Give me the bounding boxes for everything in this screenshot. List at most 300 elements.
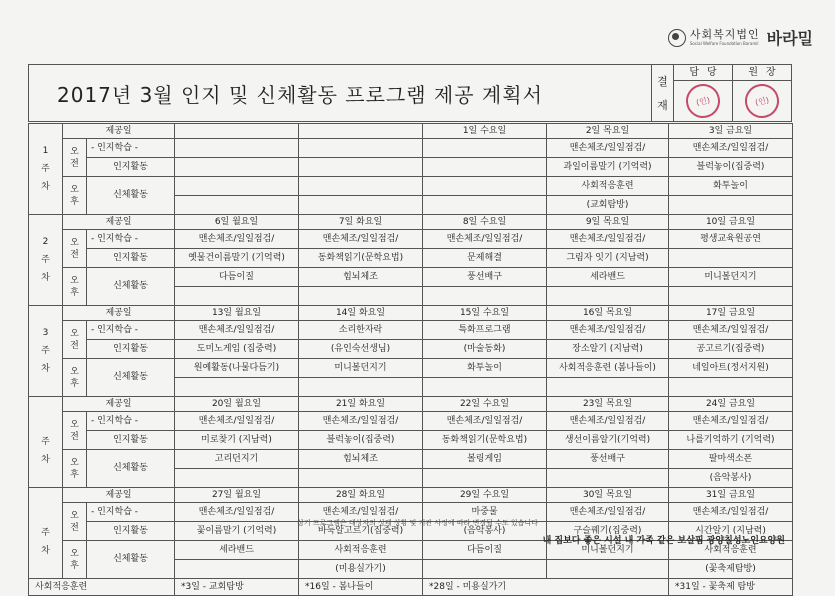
category-physical xyxy=(87,268,175,306)
day-header-text: 3일 금요일 xyxy=(708,125,753,136)
afternoon-activity-line1 xyxy=(175,359,299,378)
afternoon-label xyxy=(63,541,87,579)
morning-activity-detail: 도미노게임 (집중력) xyxy=(196,343,277,354)
morning-activity-line2 xyxy=(547,249,669,268)
afternoon-activity-line1 xyxy=(423,541,547,560)
morning-activity-line2 xyxy=(299,249,423,268)
day-header xyxy=(299,306,423,321)
morning-label xyxy=(63,412,87,450)
morning-activity-detail: 동화책읽기(문학요법) xyxy=(317,252,404,263)
day-header xyxy=(423,215,547,230)
afternoon-activity-line1 xyxy=(175,450,299,469)
morning-activity-detail: 미로찾기 (지남력) xyxy=(201,434,272,445)
morning-activity-detail: 시간알기 (지남력) xyxy=(695,525,766,536)
org-name xyxy=(690,29,760,46)
afternoon-activity-text: 팔마색소폰 xyxy=(708,453,753,464)
week-label-ju: 주 xyxy=(41,437,50,447)
day-header xyxy=(175,306,299,321)
morning-activity-text: 맨손체조/일일점검/ xyxy=(569,415,646,426)
day-row-label xyxy=(63,488,175,503)
day-header-text: 6일 월요일 xyxy=(214,216,259,227)
category-cognitive-bottom xyxy=(87,340,175,359)
morning-activity-text: 맨손체조/일일점검/ xyxy=(198,415,275,426)
morning-activity-detail: 꽃이름말기 (기억력) xyxy=(196,525,277,536)
category-physical-text: 신체활동 xyxy=(113,372,148,382)
afternoon-activity-line1 xyxy=(175,177,299,196)
approval-slot-staff xyxy=(674,65,733,121)
afternoon-activity-text: 다듬이질 xyxy=(219,271,254,282)
afternoon-activity-text: 미니볼던지기 xyxy=(581,544,634,555)
day-header xyxy=(299,397,423,412)
afternoon-activity-text: 미니볼던지기 xyxy=(704,271,757,282)
week-day-row xyxy=(29,124,793,139)
morning-activity-detail: 옛물건이름말기 (기억력) xyxy=(188,252,285,263)
week-morning-row-2 xyxy=(29,340,793,359)
afternoon-label xyxy=(63,450,87,488)
morning-activity-line2 xyxy=(299,158,423,177)
category-cognitive-top-text: - 인지학습 - xyxy=(91,233,138,244)
day-header xyxy=(423,306,547,321)
week-morning-row-2 xyxy=(29,158,793,177)
afternoon-activity-line2 xyxy=(423,560,547,579)
morning-activity-line2 xyxy=(669,158,793,177)
afternoon-activity-text: 미니볼던지기 xyxy=(334,362,387,373)
afternoon-activity-detail: (미용실가기) xyxy=(335,563,386,574)
afternoon-activity-line2 xyxy=(175,469,299,488)
approval-box xyxy=(651,64,792,122)
afternoon-activity-line2 xyxy=(669,196,793,215)
category-physical-text: 신체활동 xyxy=(113,281,148,291)
afternoon-label-o: 오 xyxy=(70,366,79,377)
afternoon-activity-line1 xyxy=(299,359,423,378)
category-cognitive-top-text: - 인지학습 - xyxy=(91,142,138,153)
afternoon-activity-line2 xyxy=(547,469,669,488)
day-header xyxy=(299,488,423,503)
afternoon-activity-text: 세라밴드 xyxy=(219,544,254,555)
morning-activity-line2 xyxy=(175,340,299,359)
day-header-text: 30일 목요일 xyxy=(582,489,633,500)
day-header-text: 15일 수요일 xyxy=(459,307,510,318)
morning-activity-line2 xyxy=(175,158,299,177)
day-header xyxy=(547,124,669,139)
day-header xyxy=(175,397,299,412)
summary-item-text: *3일 - 교회탐방 xyxy=(181,581,244,592)
day-header xyxy=(299,215,423,230)
morning-activity-text: 특화프로그램 xyxy=(458,324,511,335)
afternoon-activity-line1 xyxy=(669,359,793,378)
afternoon-activity-detail: (음악봉사) xyxy=(709,472,752,483)
day-header xyxy=(423,397,547,412)
afternoon-activity-line1 xyxy=(299,177,423,196)
day-header-text: 23일 목요일 xyxy=(582,398,633,409)
summary-label xyxy=(29,579,175,596)
day-header xyxy=(669,124,793,139)
week-afternoon-row xyxy=(29,359,793,378)
afternoon-activity-line1 xyxy=(423,177,547,196)
morning-activity-text: 맨손체조/일일점검/ xyxy=(569,324,646,335)
day-row-label-text: 제공일 xyxy=(105,125,132,136)
morning-activity-line2 xyxy=(547,340,669,359)
category-cognitive-top-text: - 인지학습 - xyxy=(91,415,138,426)
morning-activity-line2 xyxy=(299,340,423,359)
week-day-row xyxy=(29,215,793,230)
day-header-text: 29일 수요일 xyxy=(459,489,510,500)
day-header-text: 27일 월요일 xyxy=(211,489,262,500)
afternoon-activity-line1 xyxy=(547,359,669,378)
day-row-label-text: 제공일 xyxy=(105,307,132,318)
day-row-label-text: 제공일 xyxy=(105,489,132,500)
day-header xyxy=(669,215,793,230)
category-physical xyxy=(87,177,175,215)
afternoon-activity-line2 xyxy=(175,287,299,306)
afternoon-activity-line2 xyxy=(423,378,547,397)
org-name-en: Social Welfare Foundation Baramil xyxy=(689,41,759,46)
afternoon-activity-line2 xyxy=(423,196,547,215)
category-cognitive-bottom-text: 인지활동 xyxy=(113,252,148,263)
day-header-text: 14일 화요일 xyxy=(335,307,386,318)
morning-activity-line1 xyxy=(299,139,423,158)
afternoon-activity-text: 화투놀이 xyxy=(713,180,748,191)
week-label xyxy=(29,397,63,488)
day-header-text: 22일 수요일 xyxy=(459,398,510,409)
morning-activity-detail: 문제해결 xyxy=(467,252,502,263)
afternoon-activity-text: 사회적응훈련 (봄나들이) xyxy=(559,362,656,373)
morning-label xyxy=(63,230,87,268)
morning-label-jeon: 전 xyxy=(70,522,79,533)
approval-slot-director xyxy=(733,65,791,121)
day-header xyxy=(547,215,669,230)
org-brand: 바라밀 xyxy=(766,29,813,48)
week-morning-row-2 xyxy=(29,249,793,268)
afternoon-activity-line2 xyxy=(547,378,669,397)
morning-label-jeon: 전 xyxy=(70,340,79,351)
week-label xyxy=(29,124,63,215)
morning-label xyxy=(63,321,87,359)
morning-activity-line1 xyxy=(547,412,669,431)
facility-motto: 내 집보다 좋은 시설 내 가족 같은 보살핌 광양칠성노인요양원 xyxy=(542,536,785,546)
org-logo-icon xyxy=(668,29,686,47)
day-row-label-text: 제공일 xyxy=(105,216,132,227)
afternoon-activity-line1 xyxy=(669,177,793,196)
week-day-row xyxy=(29,397,793,412)
morning-activity-line1 xyxy=(175,321,299,340)
staff-seal-stamp: (인) xyxy=(683,81,723,121)
day-header-text: 9일 목요일 xyxy=(585,216,630,227)
morning-activity-detail: (유인숙선생님) xyxy=(330,343,391,354)
week-label xyxy=(29,488,63,579)
afternoon-activity-line1 xyxy=(299,541,423,560)
summary-item xyxy=(669,579,793,596)
morning-activity-line1 xyxy=(669,321,793,340)
morning-activity-text: 맨손체조/일일점검/ xyxy=(692,415,769,426)
afternoon-activity-line2 xyxy=(175,378,299,397)
morning-activity-line1 xyxy=(547,321,669,340)
afternoon-activity-text: 다듬이질 xyxy=(467,544,502,555)
category-physical-text: 신체활동 xyxy=(113,554,148,564)
afternoon-label-hu: 후 xyxy=(70,196,79,207)
afternoon-label-o: 오 xyxy=(70,275,79,286)
afternoon-activity-line2 xyxy=(175,196,299,215)
week-day-row xyxy=(29,488,793,503)
day-header xyxy=(423,124,547,139)
morning-activity-line2 xyxy=(175,249,299,268)
category-cognitive-top xyxy=(87,139,175,158)
director-seal-stamp: (인) xyxy=(742,81,782,121)
afternoon-activity-line2 xyxy=(547,560,669,579)
afternoon-activity-line1 xyxy=(423,359,547,378)
afternoon-activity-line2 xyxy=(547,287,669,306)
document-header xyxy=(28,64,792,122)
day-header-text: 2일 목요일 xyxy=(585,125,630,136)
morning-activity-detail: 동화책읽기(문학요법) xyxy=(441,434,528,445)
afternoon-label xyxy=(63,268,87,306)
morning-activity-line1 xyxy=(175,139,299,158)
approval-role-director: 원장 xyxy=(733,65,791,81)
morning-label-o: 오 xyxy=(70,328,79,339)
afternoon-activity-text: 사회적응훈련 xyxy=(704,544,757,555)
category-physical-text: 신체활동 xyxy=(113,190,148,200)
morning-activity-line1 xyxy=(547,230,669,249)
category-cognitive-bottom-text: 인지활동 xyxy=(113,434,148,445)
morning-activity-text: 맨손체조/일일점검/ xyxy=(322,506,399,517)
afternoon-activity-text: 풍선배구 xyxy=(467,271,502,282)
morning-activity-line2 xyxy=(669,249,793,268)
afternoon-activity-line1 xyxy=(299,268,423,287)
morning-activity-text: 맨손체조/일일점검/ xyxy=(198,324,275,335)
afternoon-activity-line2 xyxy=(299,469,423,488)
footnote: 상기 프로그램은 대상자의 상태 상황 및 기관 사정에 따라 변경될 수도 있습니다 xyxy=(297,519,538,527)
day-header xyxy=(175,124,299,139)
afternoon-activity-text: 볼링게임 xyxy=(467,453,502,464)
afternoon-activity-text: 네일아트(정서지원) xyxy=(692,362,769,373)
morning-activity-detail: (음악봉사) xyxy=(463,525,506,536)
day-header-text: 31일 금요일 xyxy=(705,489,756,500)
week-label xyxy=(29,215,63,306)
morning-activity-line2 xyxy=(547,158,669,177)
afternoon-activity-text: 고리던지기 xyxy=(214,453,259,464)
week-afternoon-row xyxy=(29,450,793,469)
summary-item xyxy=(175,579,299,596)
approval-label-bottom: 재 xyxy=(657,99,668,112)
day-header xyxy=(547,488,669,503)
week-label-cha: 차 xyxy=(41,546,50,556)
category-physical xyxy=(87,450,175,488)
morning-activity-detail: 장소알기 (지남력) xyxy=(572,343,643,354)
afternoon-label-hu: 후 xyxy=(70,560,79,571)
week-afternoon-row xyxy=(29,177,793,196)
morning-activity-line1 xyxy=(423,321,547,340)
afternoon-label-o: 오 xyxy=(70,184,79,195)
morning-activity-line1 xyxy=(299,412,423,431)
day-header xyxy=(547,397,669,412)
morning-activity-text: 마중물 xyxy=(471,506,498,517)
afternoon-activity-detail: (교회탐방) xyxy=(586,199,629,210)
week-label-cha: 차 xyxy=(41,364,50,374)
afternoon-activity-line1 xyxy=(423,268,547,287)
org-name-ko: 사회복지법인 xyxy=(689,28,760,41)
afternoon-activity-line2 xyxy=(299,560,423,579)
summary-item-text: *16일 - 봄나들이 xyxy=(305,581,374,592)
category-cognitive-bottom-text: 인지활동 xyxy=(113,525,148,536)
week-afternoon-row xyxy=(29,268,793,287)
afternoon-activity-line1 xyxy=(423,450,547,469)
week-label xyxy=(29,306,63,397)
day-header xyxy=(547,306,669,321)
afternoon-activity-line1 xyxy=(175,268,299,287)
morning-activity-detail: 구슬꿰기(집중력) xyxy=(573,525,642,536)
morning-activity-detail: (마술동화) xyxy=(463,343,506,354)
week-morning-row-2 xyxy=(29,431,793,450)
category-cognitive-bottom-text: 인지활동 xyxy=(113,343,148,354)
morning-activity-line2 xyxy=(175,431,299,450)
org-logo xyxy=(668,26,813,49)
morning-label-jeon: 전 xyxy=(70,431,79,442)
day-header-text: 1일 수요일 xyxy=(462,125,507,136)
day-row-label xyxy=(63,215,175,230)
morning-activity-line2 xyxy=(423,158,547,177)
day-header xyxy=(175,488,299,503)
morning-activity-text: 맨손체조/일일점검/ xyxy=(322,233,399,244)
afternoon-label-o: 오 xyxy=(70,457,79,468)
afternoon-label xyxy=(63,177,87,215)
morning-activity-detail: 바둑알고르기(집중력) xyxy=(317,525,404,536)
afternoon-activity-text: 원예활동(나물다듬기) xyxy=(193,362,280,373)
day-header-text: 17일 금요일 xyxy=(705,307,756,318)
morning-activity-text: 맨손체조/일일점검/ xyxy=(692,506,769,517)
afternoon-activity-line1 xyxy=(669,450,793,469)
morning-activity-detail: 생선이름알기(기억력) xyxy=(564,434,651,445)
week-label-cha: 차 xyxy=(41,455,50,465)
morning-activity-line2 xyxy=(423,249,547,268)
day-row-label-text: 제공일 xyxy=(105,398,132,409)
summary-row xyxy=(29,579,793,596)
day-header xyxy=(669,397,793,412)
category-physical xyxy=(87,359,175,397)
summary-item-text: *31일 - 꽃축제 탐방 xyxy=(675,581,755,592)
category-cognitive-top-text: - 인지학습 - xyxy=(91,506,138,517)
afternoon-activity-line1 xyxy=(547,177,669,196)
afternoon-activity-line1 xyxy=(175,541,299,560)
morning-activity-detail: 나를기억하기 (기억력) xyxy=(686,434,775,445)
afternoon-activity-line1 xyxy=(547,450,669,469)
week-morning-row xyxy=(29,412,793,431)
morning-label-jeon: 전 xyxy=(70,158,79,169)
morning-activity-line1 xyxy=(299,230,423,249)
morning-activity-text: 맨손체조/일일점검/ xyxy=(322,415,399,426)
afternoon-label-hu: 후 xyxy=(70,287,79,298)
morning-activity-text: 맨손체조/일일점검/ xyxy=(446,415,523,426)
morning-activity-line1 xyxy=(175,412,299,431)
summary-item xyxy=(423,579,669,596)
afternoon-activity-text: 힘뇌체조 xyxy=(343,453,378,464)
afternoon-activity-text: 풍선배구 xyxy=(590,453,625,464)
category-cognitive-top xyxy=(87,412,175,431)
morning-activity-line1 xyxy=(423,139,547,158)
summary-label-text: 사회적응훈련 xyxy=(35,581,88,592)
morning-activity-line1 xyxy=(423,230,547,249)
week-label-ju: 주 xyxy=(41,528,50,538)
morning-activity-line2 xyxy=(547,431,669,450)
afternoon-activity-detail: (꽃축제탐방) xyxy=(705,563,756,574)
morning-activity-line1 xyxy=(299,321,423,340)
day-header-text: 16일 목요일 xyxy=(582,307,633,318)
morning-activity-text: 맨손체조/일일점검/ xyxy=(692,324,769,335)
morning-label-jeon: 전 xyxy=(70,249,79,260)
afternoon-activity-text: 힘뇌체조 xyxy=(343,271,378,282)
morning-activity-text: 평생교육원공연 xyxy=(700,233,761,244)
week-label-ju: 주 xyxy=(41,346,50,356)
week-morning-row xyxy=(29,230,793,249)
day-header xyxy=(423,488,547,503)
morning-label-o: 오 xyxy=(70,146,79,157)
afternoon-activity-line2 xyxy=(669,469,793,488)
morning-activity-line2 xyxy=(423,340,547,359)
day-header-text: 21일 화요일 xyxy=(335,398,386,409)
day-header-text: 8일 수요일 xyxy=(462,216,507,227)
afternoon-activity-text: 세라밴드 xyxy=(590,271,625,282)
morning-activity-text: 소리한자락 xyxy=(338,324,383,335)
morning-activity-line2 xyxy=(299,431,423,450)
afternoon-activity-text: 화투놀이 xyxy=(467,362,502,373)
category-cognitive-top xyxy=(87,321,175,340)
morning-activity-text: 맨손체조/일일점검/ xyxy=(198,506,275,517)
morning-activity-text: 맨손체조/일일점검/ xyxy=(446,233,523,244)
day-header xyxy=(669,488,793,503)
summary-item xyxy=(299,579,423,596)
morning-activity-line1 xyxy=(669,412,793,431)
morning-activity-line1 xyxy=(547,139,669,158)
approval-label xyxy=(652,65,674,121)
morning-label xyxy=(63,139,87,177)
morning-label-o: 오 xyxy=(70,510,79,521)
week-label-cha: 차 xyxy=(41,273,50,283)
week-label-ju: 주 xyxy=(41,255,50,265)
week-label-cha: 차 xyxy=(41,182,50,192)
afternoon-activity-line2 xyxy=(669,560,793,579)
afternoon-label-hu: 후 xyxy=(70,469,79,480)
afternoon-activity-line2 xyxy=(299,196,423,215)
week-number: 2 xyxy=(42,237,49,247)
document-title: 2017년 3월 인지 및 신체활동 프로그램 제공 계획서 xyxy=(57,83,543,107)
approval-role-staff: 담당 xyxy=(674,65,732,81)
morning-activity-detail: 과일이름말기 (기억력) xyxy=(563,161,652,172)
morning-label-o: 오 xyxy=(70,419,79,430)
approval-label-top: 결 xyxy=(657,75,668,88)
category-cognitive-bottom xyxy=(87,431,175,450)
morning-activity-line2 xyxy=(423,431,547,450)
afternoon-activity-line1 xyxy=(669,268,793,287)
day-row-label xyxy=(63,306,175,321)
day-header-text: 28일 화요일 xyxy=(335,489,386,500)
afternoon-label xyxy=(63,359,87,397)
category-cognitive-bottom xyxy=(87,158,175,177)
morning-activity-detail: 블럭놓이(집중력) xyxy=(326,434,395,445)
afternoon-activity-line2 xyxy=(547,196,669,215)
week-label-ju: 주 xyxy=(41,164,50,174)
day-header-text: 7일 화요일 xyxy=(338,216,383,227)
category-cognitive-bottom xyxy=(87,249,175,268)
week-day-row xyxy=(29,306,793,321)
morning-activity-detail: 공고르기(집중력) xyxy=(696,343,765,354)
afternoon-label-o: 오 xyxy=(70,548,79,559)
day-header-text: 13일 월요일 xyxy=(211,307,262,318)
afternoon-activity-line1 xyxy=(547,268,669,287)
day-row-label xyxy=(63,397,175,412)
morning-activity-text: 맨손체조/일일점검/ xyxy=(569,142,646,153)
morning-activity-line2 xyxy=(669,340,793,359)
week-morning-row xyxy=(29,139,793,158)
category-cognitive-bottom-text: 인지활동 xyxy=(113,161,148,172)
